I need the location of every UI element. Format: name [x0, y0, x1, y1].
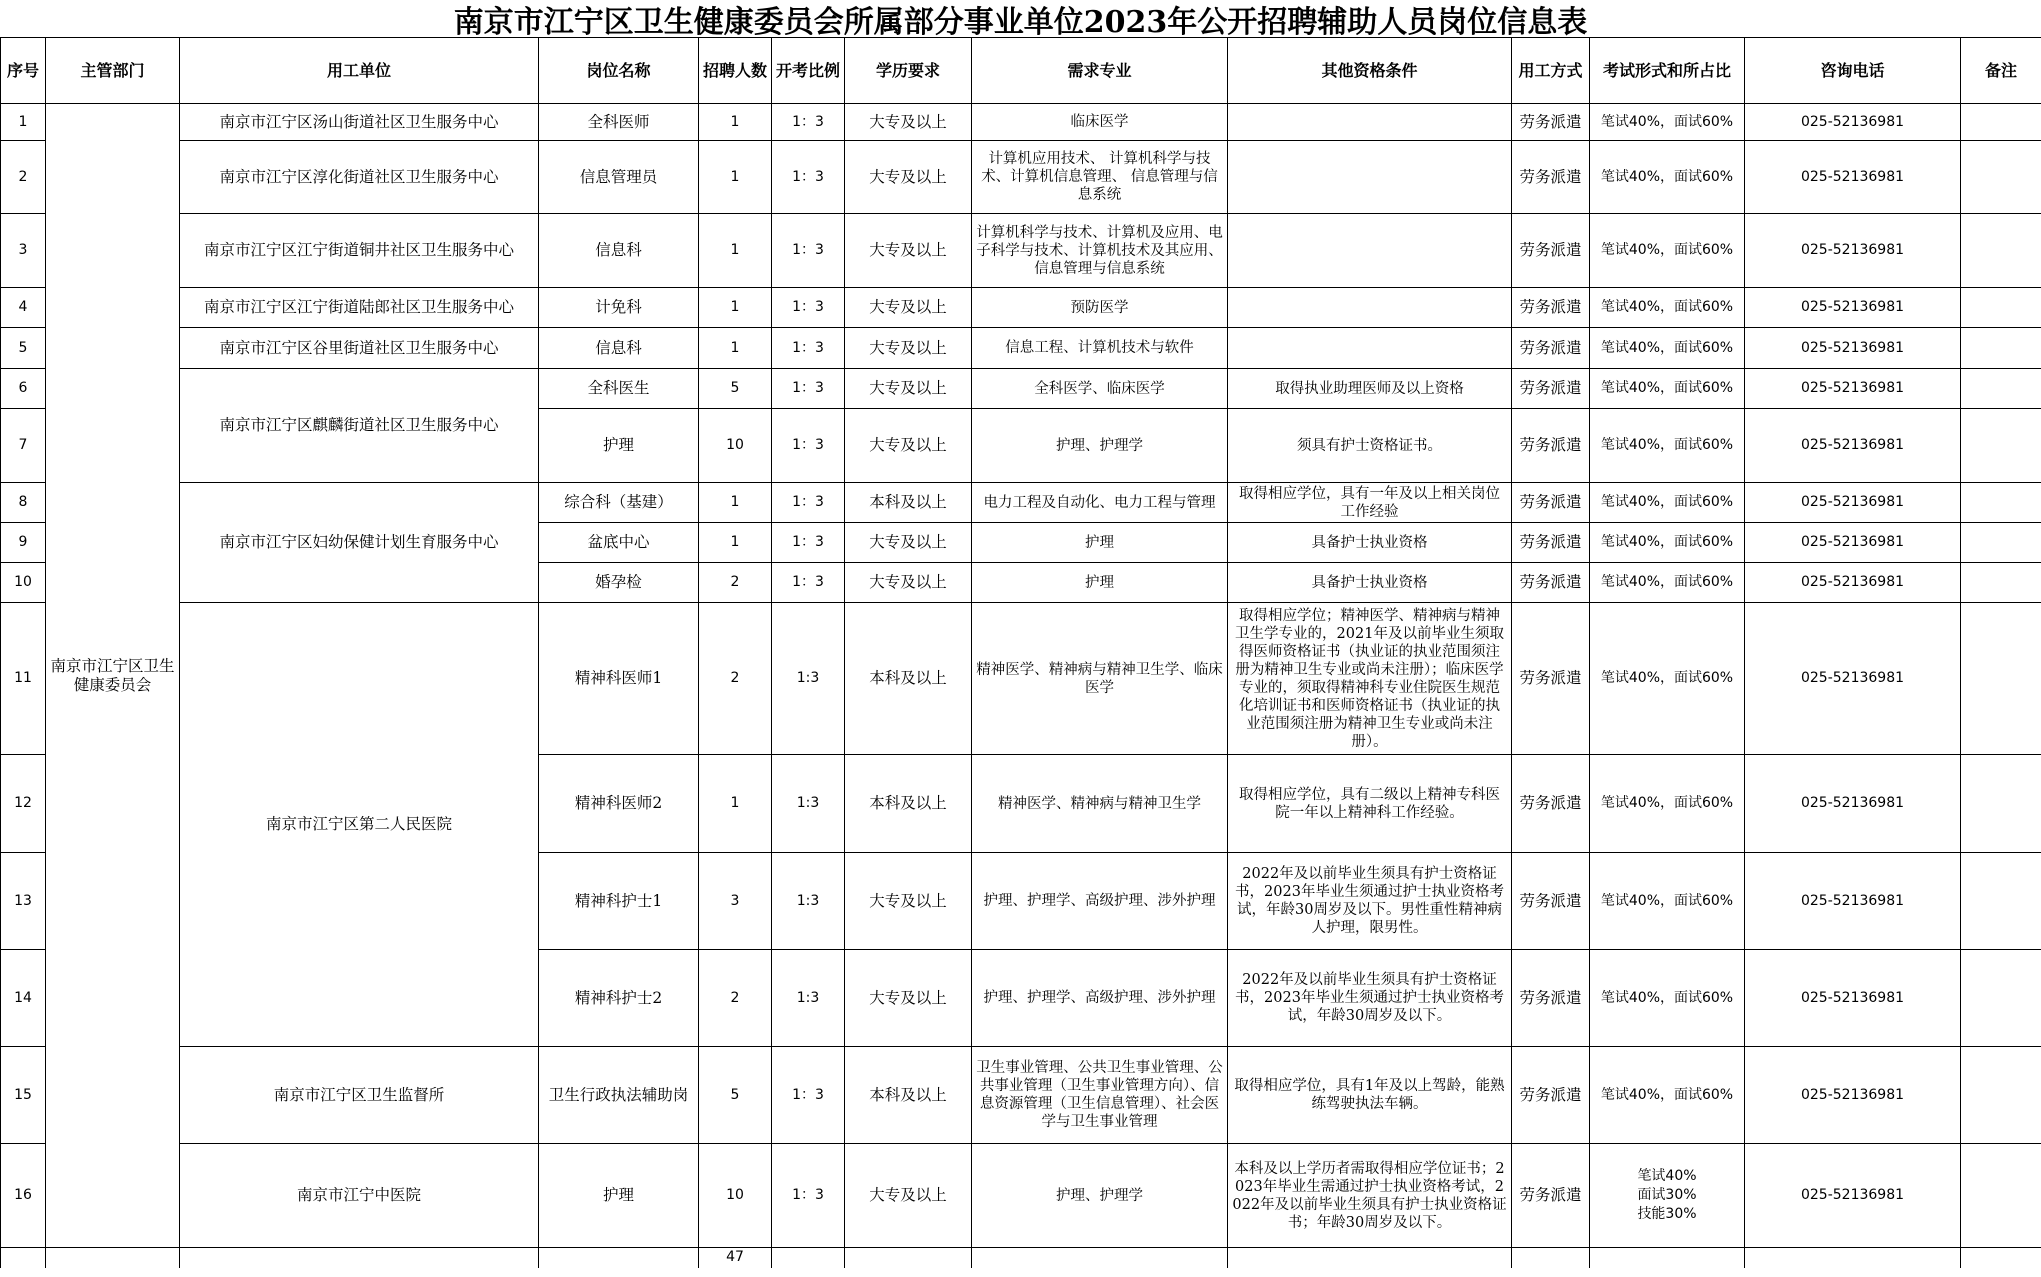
cell-position: 精神科护士2 — [539, 950, 699, 1047]
cell-position: 信息管理员 — [539, 141, 699, 214]
cell-phone: 025-52136981 — [1745, 288, 1961, 328]
cell-edu: 大专及以上 — [845, 104, 972, 141]
header-dept: 主管部门 — [46, 38, 180, 104]
cell-employ: 劳务派遣 — [1512, 1144, 1590, 1248]
cell-ratio: 1:3 — [772, 603, 845, 755]
table-row — [1, 328, 2041, 369]
cell-position: 信息科 — [539, 214, 699, 288]
cell-phone: 025-52136981 — [1745, 409, 1961, 483]
cell-phone: 025-52136981 — [1745, 755, 1961, 853]
cell-employ: 劳务派遣 — [1512, 328, 1590, 369]
cell-exam: 笔试40%，面试60% — [1590, 950, 1745, 1047]
total-row — [1, 1248, 2041, 1268]
cell-seq: 11 — [1, 603, 46, 755]
cell-other: 取得相应学位，具有1年及以上驾龄，能熟练驾驶执法车辆。 — [1228, 1047, 1512, 1144]
cell-employ: 劳务派遣 — [1512, 603, 1590, 755]
cell-count: 1 — [699, 328, 772, 369]
cell-seq: 4 — [1, 288, 46, 328]
total-empty-cell — [1228, 1248, 1512, 1268]
cell-other: 具备护士执业资格 — [1228, 563, 1512, 603]
cell-ratio: 1：3 — [772, 523, 845, 563]
cell-ratio: 1：3 — [772, 369, 845, 409]
header-seq: 序号 — [1, 38, 46, 104]
cell-exam: 笔试40%，面试60% — [1590, 853, 1745, 950]
cell-exam: 笔试40%，面试60% — [1590, 369, 1745, 409]
cell-position: 婚孕检 — [539, 563, 699, 603]
cell-exam: 笔试40%，面试60% — [1590, 104, 1745, 141]
header-edu: 学历要求 — [845, 38, 972, 104]
cell-dept: 南京市江宁区卫生健康委员会 — [46, 104, 180, 1248]
cell-note — [1961, 369, 2041, 409]
cell-count: 3 — [699, 853, 772, 950]
cell-ratio: 1:3 — [772, 755, 845, 853]
cell-count: 1 — [699, 523, 772, 563]
cell-unit: 南京市江宁区卫生监督所 — [180, 1047, 539, 1144]
cell-count: 1 — [699, 141, 772, 214]
cell-exam: 笔试40%，面试60% — [1590, 409, 1745, 483]
cell-edu: 大专及以上 — [845, 853, 972, 950]
cell-employ: 劳务派遣 — [1512, 1047, 1590, 1144]
cell-position: 卫生行政执法辅助岗 — [539, 1047, 699, 1144]
cell-phone: 025-52136981 — [1745, 1047, 1961, 1144]
cell-other: 2022年及以前毕业生须具有护士资格证书，2023年毕业生须通过护士执业资格考试，年龄30周岁及以下。 — [1228, 950, 1512, 1047]
cell-unit: 南京市江宁区淳化街道社区卫生服务中心 — [180, 141, 539, 214]
cell-phone: 025-52136981 — [1745, 369, 1961, 409]
cell-seq: 1 — [1, 104, 46, 141]
cell-seq: 2 — [1, 141, 46, 214]
table-row — [1, 1144, 2041, 1248]
header-major: 需求专业 — [972, 38, 1228, 104]
cell-note — [1961, 1144, 2041, 1248]
cell-count: 2 — [699, 950, 772, 1047]
cell-note — [1961, 523, 2041, 563]
total-empty-cell — [1, 1248, 46, 1268]
table-row — [1, 603, 2041, 755]
cell-edu: 大专及以上 — [845, 328, 972, 369]
cell-employ: 劳务派遣 — [1512, 104, 1590, 141]
cell-position: 计免科 — [539, 288, 699, 328]
cell-phone: 025-52136981 — [1745, 483, 1961, 523]
cell-seq: 8 — [1, 483, 46, 523]
cell-position: 信息科 — [539, 328, 699, 369]
cell-note — [1961, 853, 2041, 950]
cell-exam: 笔试40%，面试60% — [1590, 141, 1745, 214]
cell-exam: 笔试40%，面试60% — [1590, 288, 1745, 328]
cell-major: 预防医学 — [972, 288, 1228, 328]
cell-other — [1228, 214, 1512, 288]
cell-note — [1961, 214, 2041, 288]
cell-edu: 大专及以上 — [845, 409, 972, 483]
cell-major: 卫生事业管理、公共卫生事业管理、公共事业管理（卫生事业管理方向）、信息资源管理（卫生信息管理）、社会医学与卫生事业管理 — [972, 1047, 1228, 1144]
cell-ratio: 1：3 — [772, 288, 845, 328]
total-count: 47 — [699, 1248, 772, 1268]
cell-note — [1961, 603, 2041, 755]
total-empty-cell — [1590, 1248, 1745, 1268]
cell-note — [1961, 563, 2041, 603]
cell-position: 综合科（基建） — [539, 483, 699, 523]
cell-edu: 本科及以上 — [845, 603, 972, 755]
cell-major: 护理 — [972, 523, 1228, 563]
cell-other: 取得执业助理医师及以上资格 — [1228, 369, 1512, 409]
cell-phone: 025-52136981 — [1745, 950, 1961, 1047]
cell-seq: 14 — [1, 950, 46, 1047]
header-note: 备注 — [1961, 38, 2041, 104]
cell-note — [1961, 288, 2041, 328]
cell-position: 全科医师 — [539, 104, 699, 141]
cell-phone: 025-52136981 — [1745, 853, 1961, 950]
cell-ratio: 1：3 — [772, 141, 845, 214]
cell-note — [1961, 409, 2041, 483]
cell-exam: 笔试40%，面试60% — [1590, 214, 1745, 288]
cell-major: 护理、护理学、高级护理、涉外护理 — [972, 853, 1228, 950]
cell-other: 须具有护士资格证书。 — [1228, 409, 1512, 483]
cell-edu: 本科及以上 — [845, 483, 972, 523]
cell-seq: 10 — [1, 563, 46, 603]
cell-seq: 6 — [1, 369, 46, 409]
cell-other — [1228, 141, 1512, 214]
cell-employ: 劳务派遣 — [1512, 409, 1590, 483]
cell-edu: 本科及以上 — [845, 755, 972, 853]
cell-other — [1228, 328, 1512, 369]
cell-count: 1 — [699, 483, 772, 523]
cell-position: 盆底中心 — [539, 523, 699, 563]
total-empty-cell — [1745, 1248, 1961, 1268]
cell-count: 1 — [699, 288, 772, 328]
header-row — [1, 38, 2041, 104]
cell-exam: 笔试40%，面试60% — [1590, 523, 1745, 563]
cell-note — [1961, 104, 2041, 141]
cell-ratio: 1：3 — [772, 104, 845, 141]
cell-exam: 笔试40%，面试60% — [1590, 755, 1745, 853]
cell-ratio: 1：3 — [772, 328, 845, 369]
cell-unit: 南京市江宁区汤山街道社区卫生服务中心 — [180, 104, 539, 141]
cell-note — [1961, 483, 2041, 523]
cell-phone: 025-52136981 — [1745, 563, 1961, 603]
cell-phone: 025-52136981 — [1745, 141, 1961, 214]
cell-unit: 南京市江宁区妇幼保健计划生育服务中心 — [180, 483, 539, 603]
cell-edu: 大专及以上 — [845, 141, 972, 214]
cell-note — [1961, 755, 2041, 853]
cell-seq: 13 — [1, 853, 46, 950]
header-ratio: 开考比例 — [772, 38, 845, 104]
cell-employ: 劳务派遣 — [1512, 563, 1590, 603]
cell-other: 取得相应学位，具有一年及以上相关岗位工作经验 — [1228, 483, 1512, 523]
cell-phone: 025-52136981 — [1745, 214, 1961, 288]
cell-ratio: 1:3 — [772, 950, 845, 1047]
cell-seq: 16 — [1, 1144, 46, 1248]
cell-count: 2 — [699, 563, 772, 603]
cell-ratio: 1:3 — [772, 853, 845, 950]
cell-count: 1 — [699, 104, 772, 141]
total-empty-cell — [180, 1248, 539, 1268]
cell-major: 精神医学、精神病与精神卫生学 — [972, 755, 1228, 853]
cell-edu: 大专及以上 — [845, 523, 972, 563]
cell-major: 护理、护理学 — [972, 1144, 1228, 1248]
total-empty-cell — [972, 1248, 1228, 1268]
cell-major: 精神医学、精神病与精神卫生学、临床医学 — [972, 603, 1228, 755]
cell-major: 计算机科学与技术、计算机及应用、电子科学与技术、计算机技术及其应用、信息管理与信息系统 — [972, 214, 1228, 288]
cell-phone: 025-52136981 — [1745, 603, 1961, 755]
cell-note — [1961, 328, 2041, 369]
table-row — [1, 369, 2041, 409]
cell-other: 具备护士执业资格 — [1228, 523, 1512, 563]
cell-edu: 本科及以上 — [845, 1047, 972, 1144]
cell-seq: 7 — [1, 409, 46, 483]
cell-edu: 大专及以上 — [845, 288, 972, 328]
cell-count: 10 — [699, 1144, 772, 1248]
cell-count: 1 — [699, 755, 772, 853]
table-row — [1, 141, 2041, 214]
cell-ratio: 1：3 — [772, 1144, 845, 1248]
header-phone: 咨询电话 — [1745, 38, 1961, 104]
cell-position: 精神科医师1 — [539, 603, 699, 755]
cell-unit: 南京市江宁区谷里街道社区卫生服务中心 — [180, 328, 539, 369]
cell-other: 2022年及以前毕业生须具有护士资格证书，2023年毕业生须通过护士执业资格考试，年龄30周岁及以下。男性重性精神病人护理，限男性。 — [1228, 853, 1512, 950]
cell-other: 本科及以上学历者需取得相应学位证书；2023年毕业生需通过护士执业资格考试，2022年及以前毕业生须具有护士执业资格证书；年龄30周岁及以下。 — [1228, 1144, 1512, 1248]
cell-seq: 3 — [1, 214, 46, 288]
cell-seq: 5 — [1, 328, 46, 369]
total-empty-cell — [1512, 1248, 1590, 1268]
total-empty-cell — [539, 1248, 699, 1268]
cell-edu: 大专及以上 — [845, 214, 972, 288]
cell-edu: 大专及以上 — [845, 369, 972, 409]
cell-phone: 025-52136981 — [1745, 523, 1961, 563]
cell-phone: 025-52136981 — [1745, 328, 1961, 369]
cell-seq: 12 — [1, 755, 46, 853]
cell-unit: 南京市江宁中医院 — [180, 1144, 539, 1248]
cell-employ: 劳务派遣 — [1512, 288, 1590, 328]
table-row — [1, 1047, 2041, 1144]
cell-count: 2 — [699, 603, 772, 755]
cell-employ: 劳务派遣 — [1512, 853, 1590, 950]
cell-edu: 大专及以上 — [845, 563, 972, 603]
cell-other: 取得相应学位；精神医学、精神病与精神卫生学专业的，2021年及以前毕业生须取得医师资格证书（执业证的执业范围须注册为精神卫生专业或尚未注册）；临床医学专业的，须取得精神科专业住院医生规范化培训证书和医师资格证书（执业证的执业范围须注册为精神卫生专业或尚未注册）。 — [1228, 603, 1512, 755]
cell-ratio: 1：3 — [772, 483, 845, 523]
cell-major: 护理 — [972, 563, 1228, 603]
cell-seq: 9 — [1, 523, 46, 563]
cell-major: 信息工程、计算机技术与软件 — [972, 328, 1228, 369]
cell-count: 1 — [699, 214, 772, 288]
cell-position: 护理 — [539, 409, 699, 483]
cell-ratio: 1：3 — [772, 409, 845, 483]
cell-major: 计算机应用技术、 计算机科学与技术、计算机信息管理、 信息管理与信息系统 — [972, 141, 1228, 214]
cell-other — [1228, 104, 1512, 141]
cell-note — [1961, 1047, 2041, 1144]
header-other: 其他资格条件 — [1228, 38, 1512, 104]
cell-employ: 劳务派遣 — [1512, 369, 1590, 409]
cell-edu: 大专及以上 — [845, 950, 972, 1047]
cell-count: 10 — [699, 409, 772, 483]
cell-ratio: 1：3 — [772, 214, 845, 288]
cell-employ: 劳务派遣 — [1512, 755, 1590, 853]
cell-unit: 南京市江宁区麒麟街道社区卫生服务中心 — [180, 369, 539, 483]
table-row — [1, 104, 2041, 141]
cell-major: 护理、护理学、高级护理、涉外护理 — [972, 950, 1228, 1047]
total-empty-cell — [845, 1248, 972, 1268]
page-title: 南京市江宁区卫生健康委员会所属部分事业单位2023年公开招聘辅助人员岗位信息表 — [453, 5, 1588, 40]
cell-exam: 笔试40%，面试60% — [1590, 603, 1745, 755]
cell-phone: 025-52136981 — [1745, 104, 1961, 141]
cell-unit: 南京市江宁区江宁街道铜井社区卫生服务中心 — [180, 214, 539, 288]
cell-edu: 大专及以上 — [845, 1144, 972, 1248]
cell-note — [1961, 141, 2041, 214]
total-empty-cell — [772, 1248, 845, 1268]
cell-exam: 笔试40% 面试30% 技能30% — [1590, 1144, 1745, 1248]
cell-major: 护理、护理学 — [972, 409, 1228, 483]
total-empty-cell — [46, 1248, 180, 1268]
header-count: 招聘人数 — [699, 38, 772, 104]
header-position: 岗位名称 — [539, 38, 699, 104]
total-empty-cell — [1961, 1248, 2041, 1268]
cell-exam: 笔试40%，面试60% — [1590, 1047, 1745, 1144]
cell-position: 全科医生 — [539, 369, 699, 409]
cell-exam: 笔试40%，面试60% — [1590, 483, 1745, 523]
cell-employ: 劳务派遣 — [1512, 214, 1590, 288]
cell-employ: 劳务派遣 — [1512, 483, 1590, 523]
cell-position: 护理 — [539, 1144, 699, 1248]
cell-other: 取得相应学位，具有二级以上精神专科医院一年以上精神科工作经验。 — [1228, 755, 1512, 853]
header-unit: 用工单位 — [180, 38, 539, 104]
cell-ratio: 1：3 — [772, 1047, 845, 1144]
cell-exam: 笔试40%，面试60% — [1590, 563, 1745, 603]
cell-count: 5 — [699, 369, 772, 409]
cell-phone: 025-52136981 — [1745, 1144, 1961, 1248]
cell-note — [1961, 950, 2041, 1047]
table-row — [1, 483, 2041, 523]
cell-unit: 南京市江宁区第二人民医院 — [180, 603, 539, 1047]
cell-employ: 劳务派遣 — [1512, 141, 1590, 214]
cell-unit: 南京市江宁区江宁街道陆郎社区卫生服务中心 — [180, 288, 539, 328]
cell-ratio: 1：3 — [772, 563, 845, 603]
header-employ: 用工方式 — [1512, 38, 1590, 104]
cell-seq: 15 — [1, 1047, 46, 1144]
cell-other — [1228, 288, 1512, 328]
cell-employ: 劳务派遣 — [1512, 950, 1590, 1047]
cell-count: 5 — [699, 1047, 772, 1144]
recruitment-table — [0, 37, 2041, 1268]
table-row — [1, 214, 2041, 288]
cell-major: 电力工程及自动化、电力工程与管理 — [972, 483, 1228, 523]
table-row — [1, 288, 2041, 328]
cell-major: 临床医学 — [972, 104, 1228, 141]
cell-employ: 劳务派遣 — [1512, 523, 1590, 563]
cell-position: 精神科护士1 — [539, 853, 699, 950]
cell-position: 精神科医师2 — [539, 755, 699, 853]
cell-exam: 笔试40%，面试60% — [1590, 328, 1745, 369]
header-exam: 考试形式和所占比 — [1590, 38, 1745, 104]
cell-major: 全科医学、临床医学 — [972, 369, 1228, 409]
